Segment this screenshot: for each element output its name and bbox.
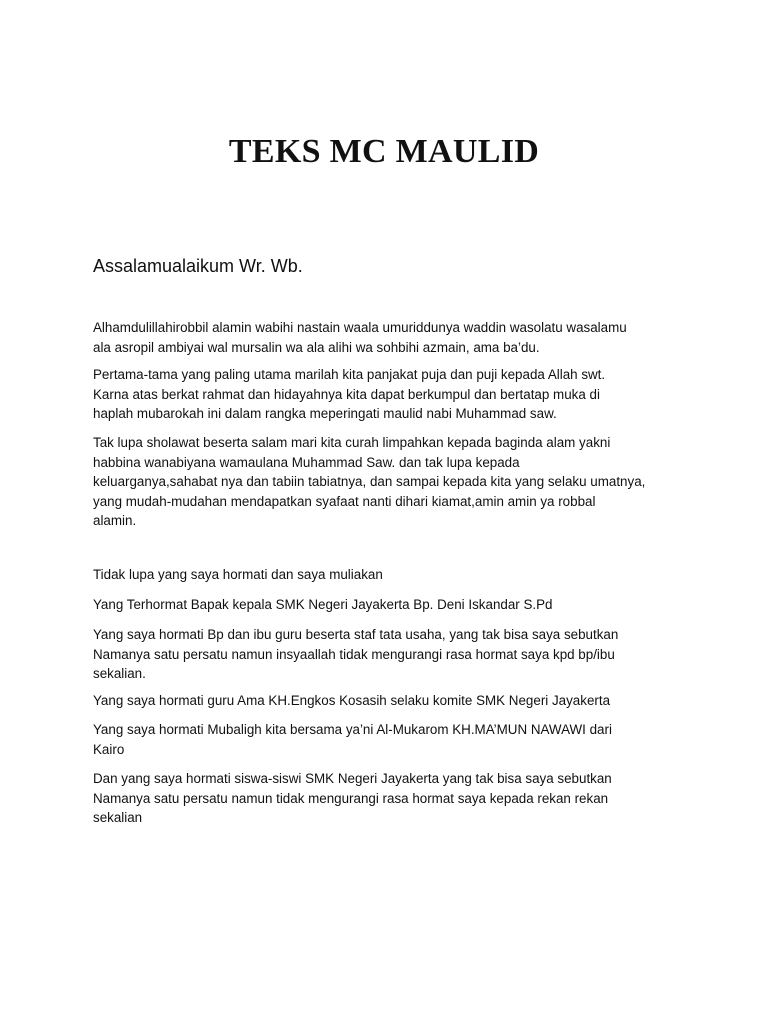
paragraph-headmaster	[93, 595, 683, 615]
paragraph-respect-intro	[93, 565, 683, 585]
text-line: Yang saya hormati Bp dan ibu guru beserta staf tata usaha, yang tak bisa saya sebutkan	[93, 627, 619, 642]
paragraph-gratitude	[93, 365, 683, 424]
text-line: sekalian	[93, 810, 143, 825]
text-line: keluarganya,sahabat nya dan tabiin tabiatnya, dan sampai kepada kita yang selaku umatnya,	[93, 474, 646, 489]
document-title: TEKS MC MAULID	[228, 133, 540, 170]
text-line: Karna atas berkat rahmat dan hidayahnya kita dapat berkumpul dan bertatap muka di	[93, 386, 600, 402]
text-line: Namanya satu persatu namun insyaallah tidak mengurangi rasa hormat saya kpd bp/ibu	[93, 646, 615, 662]
text-line: Tidak lupa yang saya hormati dan saya muliakan	[93, 567, 383, 582]
text-line: Yang saya hormati Mubaligh kita bersama ya’ni Al-Mukarom KH.MA’MUN NAWAWI dari	[93, 722, 612, 737]
paragraph-preacher	[93, 720, 683, 759]
text-line: Yang saya hormati guru Ama KH.Engkos Kosasih selaku komite SMK Negeri Jayakerta	[93, 693, 611, 708]
text-line: Alhamdulillahirobbil alamin wabihi nastain waala umuriddunya waddin wasolatu wasalamu	[93, 320, 627, 335]
text-line: Dan yang saya hormati siswa-siswi SMK Negeri Jayakerta yang tak bisa saya sebutkan	[93, 771, 612, 786]
text-line: yang mudah-mudahan mendapatkan syafaat nanti dihari kiamat,amin amin ya robbal	[93, 493, 596, 509]
text-line: ala asropil ambiyai wal mursalin wa ala alihi wa sohbihi azmain, ama ba’du.	[93, 339, 540, 355]
text-line: habbina wanabiyana wamaulana Muhammad Saw. dan tak lupa kepada	[93, 454, 520, 470]
text-line: sekalian.	[93, 666, 146, 681]
paragraph-opening-prayer	[93, 318, 683, 357]
text-line: alamin.	[93, 513, 137, 528]
text-line: Pertama-tama yang paling utama marilah kita panjakat puja dan puji kepada Allah swt.	[93, 367, 606, 382]
paragraph-committee	[93, 691, 683, 711]
paragraph-students	[93, 769, 683, 828]
paragraph-sholawat	[93, 433, 683, 531]
text-line: Tak lupa sholawat beserta salam mari kita curah limpahkan kepada baginda alam yakni	[93, 435, 611, 450]
paragraph-teachers	[93, 625, 683, 684]
text-line: Namanya satu persatu namun tidak mengurangi rasa hormat saya kepada rekan rekan	[93, 790, 609, 806]
text-line: haplah mubarokah ini dalam rangka meperingati maulid nabi Muhammad saw.	[93, 406, 557, 421]
greeting-text: Assalamualaikum Wr. Wb.	[93, 256, 303, 276]
text-line: Yang Terhormat Bapak kepala SMK Negeri Jayakerta Bp. Deni Iskandar S.Pd	[93, 597, 553, 612]
text-line: Kairo	[93, 741, 125, 757]
